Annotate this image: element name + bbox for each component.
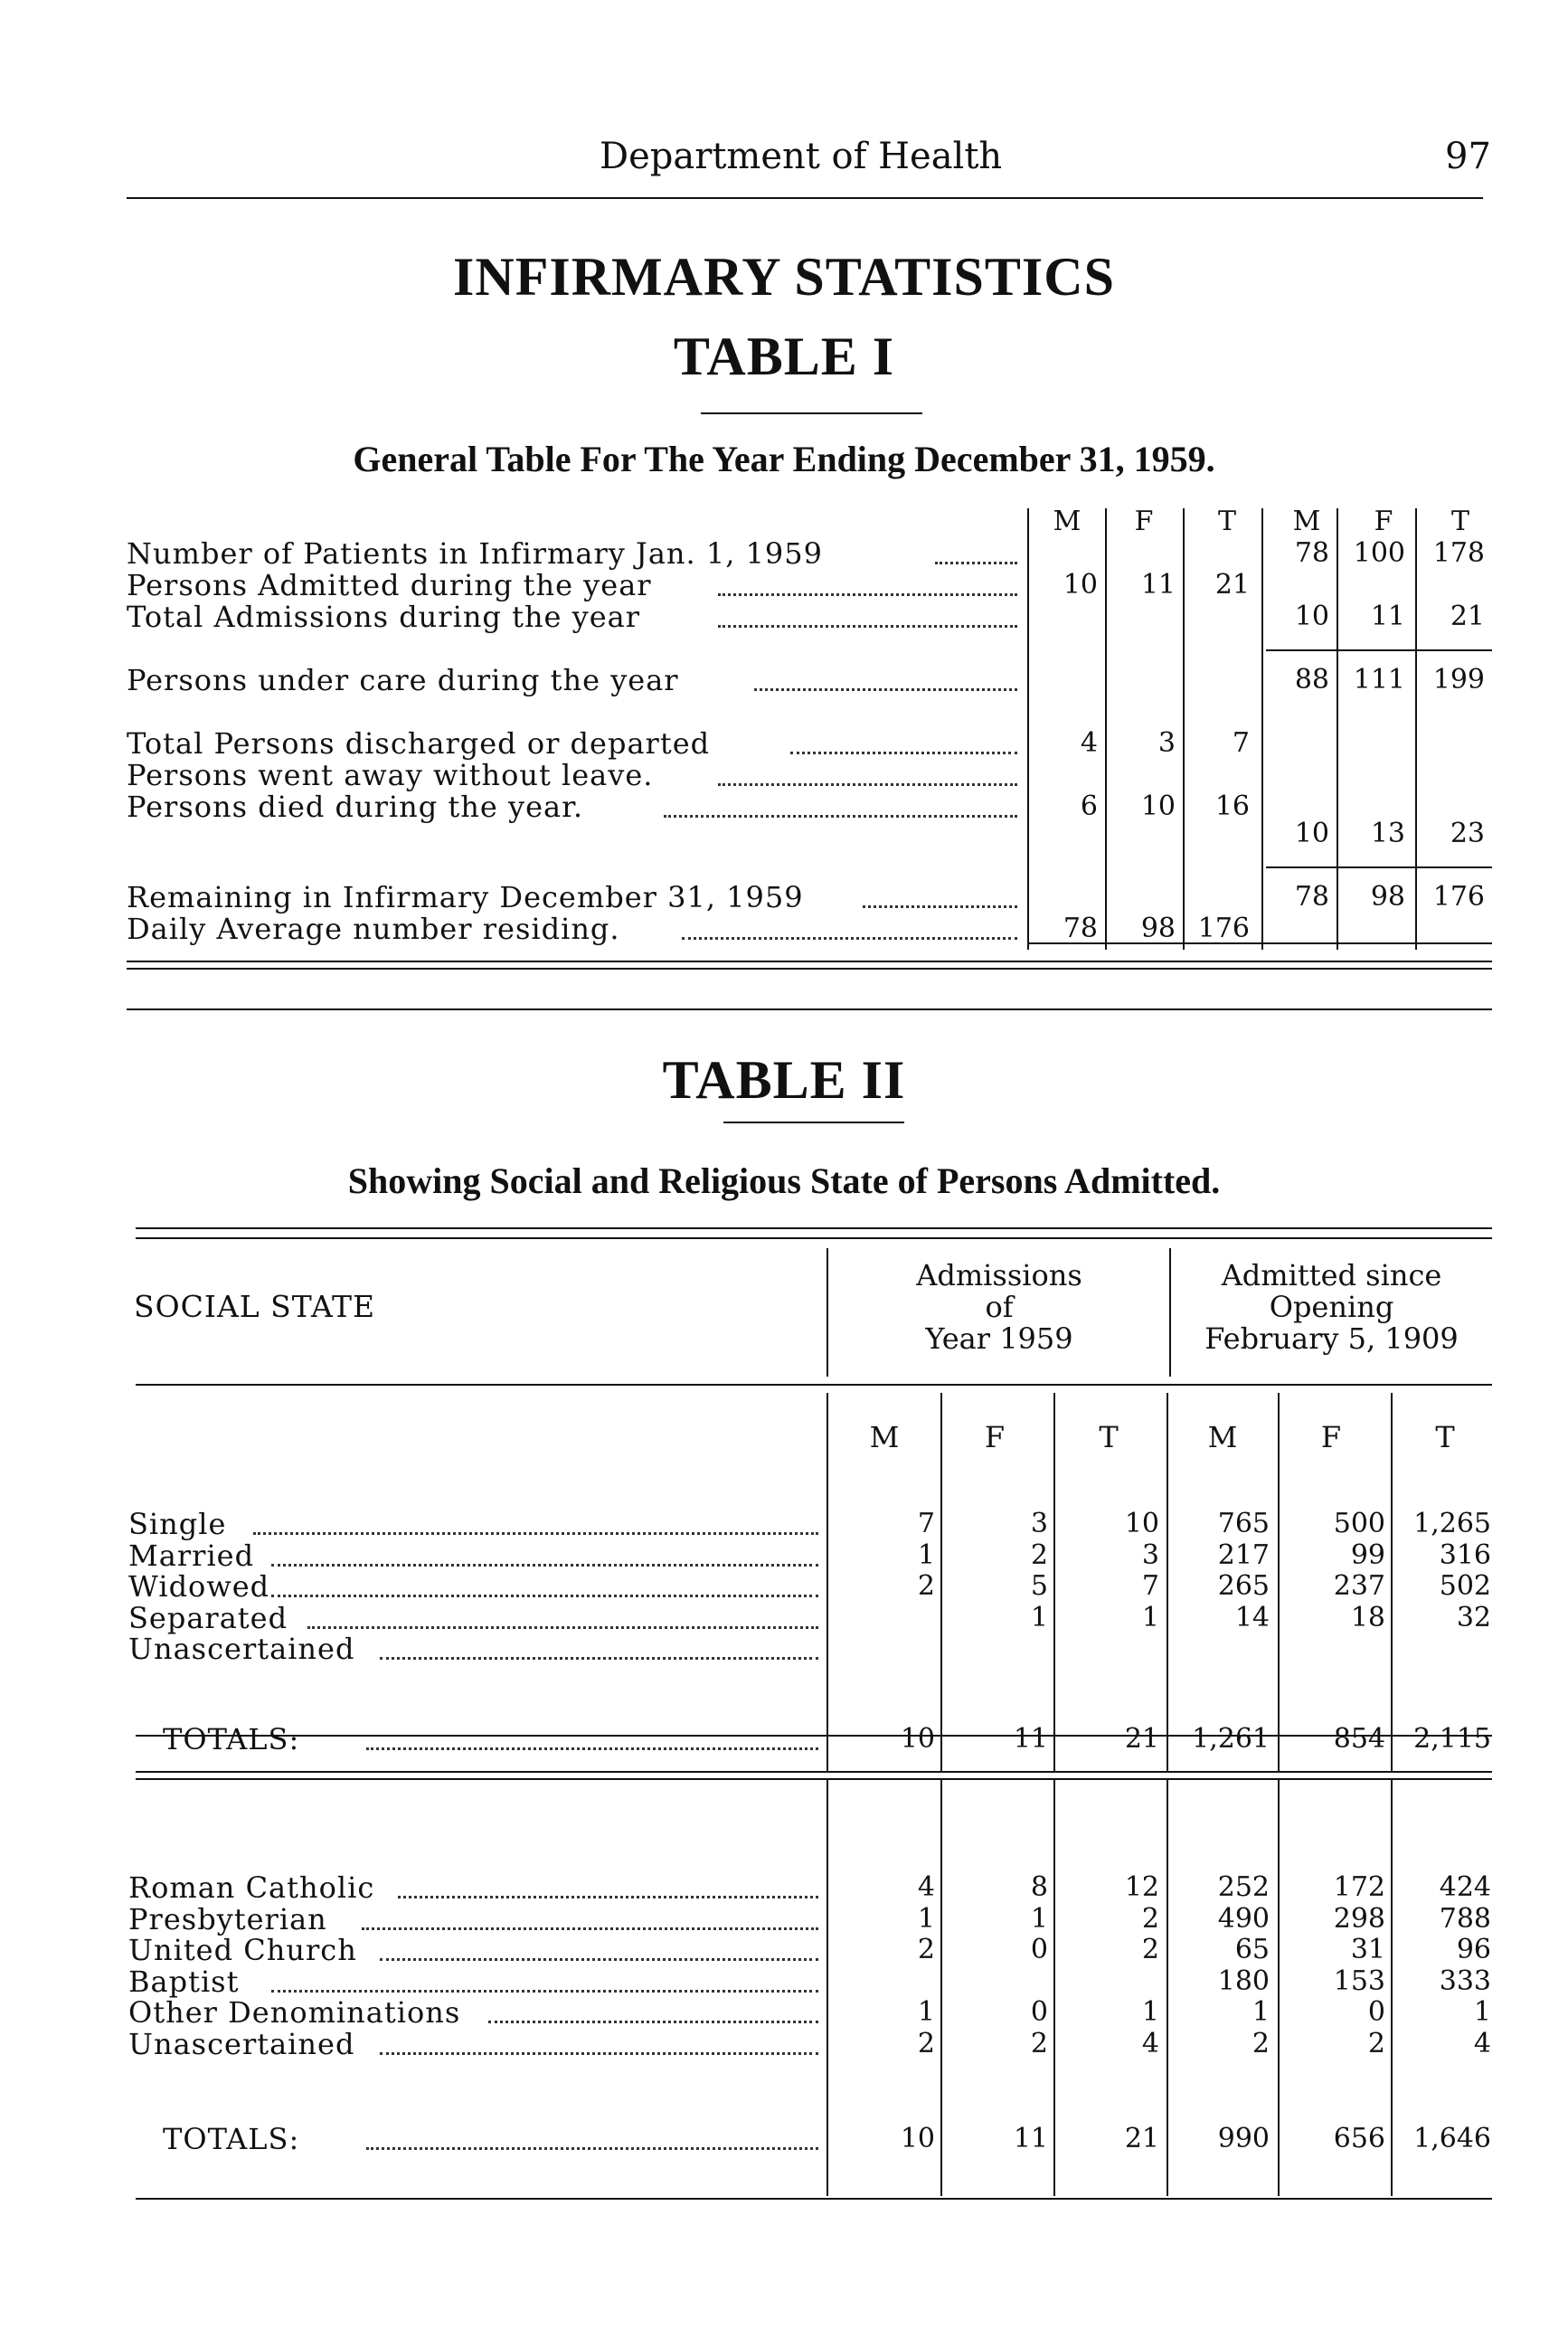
religious-total-cell: 11 [1013,2123,1048,2154]
table1-cell: 111 [1353,664,1405,696]
dot-leader [718,625,1017,628]
table1-cell: 78 [1294,881,1329,913]
table2-column-divider [1167,1780,1168,2196]
dot-leader [362,1927,818,1930]
table1-bottom-rule [127,961,1492,962]
social-row-label: Widowed [128,1569,270,1604]
social-cell: 32 [1456,1601,1491,1633]
table2-col-header: M [869,1420,900,1454]
religious-cell: 31 [1350,1934,1385,1965]
table1-row-label: Persons went away without leave. [127,758,654,792]
group2-header-line: Admitted since [1221,1258,1442,1292]
table1-cell: 78 [1294,537,1329,569]
table1-cell: 176 [1197,913,1250,944]
religious-cell: 2 [1141,1934,1159,1965]
religious-cell: 1 [1252,1996,1270,2028]
table2-column-divider [1278,1780,1280,2196]
header-rule [127,197,1483,199]
table1-cell: 13 [1370,818,1405,849]
table1-cell: 10 [1294,818,1329,849]
religious-cell: 4 [917,1871,935,1903]
social-totals-top-rule [136,1735,1492,1737]
religious-total-cell: 1,646 [1413,2123,1491,2154]
dot-leader [488,2021,818,2023]
table1-cell: 21 [1450,601,1485,632]
religious-row-label: Unascertained [128,2026,355,2061]
social-totals-bottom-rule [136,1771,1492,1773]
social-totals-label: TOTALS: [163,1722,300,1756]
social-row-label: Single [128,1507,227,1541]
table1-col-header: M [1292,506,1321,537]
social-cell: 765 [1217,1508,1270,1539]
social-cell: 2 [917,1570,935,1602]
table1-cell: 21 [1214,569,1250,601]
table2-col-header: F [984,1420,1006,1454]
religious-cell: 0 [1367,1996,1385,2028]
dot-leader [380,1657,818,1660]
religious-cell: 180 [1217,1965,1270,1997]
religious-total-cell: 656 [1333,2123,1385,2154]
table1-cell: 100 [1353,537,1405,569]
dot-leader [366,1747,818,1750]
dot-leader [935,562,1017,564]
religious-cell: 2 [1141,1902,1159,1935]
religious-total-cell: 990 [1217,2123,1270,2154]
social-total-cell: 21 [1124,1723,1159,1755]
social-total-cell: 11 [1013,1723,1048,1755]
table1-col-header: F [1374,506,1393,537]
religious-cell: 252 [1217,1871,1270,1903]
social-total-cell: 2,115 [1413,1723,1491,1755]
religious-cell: 12 [1124,1871,1159,1903]
religious-cell: 0 [1030,1996,1048,2028]
table1-row-label: Number of Patients in Infirmary Jan. 1, 1959 [127,536,823,571]
table2-column-divider [1053,1780,1055,2196]
table2-col-header: M [1207,1420,1238,1454]
religious-cell: 2 [1252,2027,1270,2059]
social-cell: 502 [1439,1570,1491,1602]
social-cell: 1,265 [1413,1508,1491,1539]
page-number: 97 [1445,136,1491,177]
table2-top-rule [136,1227,1492,1229]
group1-header-line: Year 1959 [925,1321,1073,1356]
social-total-cell: 1,261 [1192,1723,1270,1755]
religious-cell: 172 [1333,1871,1385,1903]
social-row-label: Separated [128,1600,288,1635]
dot-leader [398,1896,818,1898]
religious-cell: 2 [1367,2027,1385,2059]
dot-leader [754,688,1017,691]
social-row-label: Unascertained [128,1632,355,1666]
table2-column-divider [827,1780,828,2196]
religious-cell: 2 [1030,2027,1048,2059]
social-cell: 316 [1439,1538,1491,1571]
table1-cell: 23 [1450,818,1485,849]
dot-leader [366,2147,818,2150]
table2-column-divider [1167,1737,1168,1773]
table2-column-divider [827,1737,828,1773]
table2-column-divider [1278,1737,1280,1773]
dot-leader [307,1626,818,1629]
dot-leader [682,937,1017,940]
religious-total-cell: 10 [900,2123,935,2154]
religious-cell: 1 [1030,1902,1048,1935]
social-cell: 7 [917,1508,935,1539]
table1-cell: 6 [1080,791,1098,822]
social-cell: 2 [1030,1538,1048,1571]
table2-column-divider [1391,1780,1393,2196]
table2-column-divider [1391,1393,1393,1737]
table1-cell: 88 [1294,664,1329,696]
religious-cell: 788 [1439,1902,1491,1935]
header-bottom-rule [136,1384,1492,1386]
table2-column-divider [1391,1737,1393,1773]
dot-leader [718,783,1017,786]
table1-bottom-rule-2 [127,968,1492,970]
table1-cell: 199 [1432,664,1485,696]
dot-leader [790,752,1017,754]
table1-row-label: Persons Admitted during the year [127,568,652,602]
dot-leader [271,1564,818,1567]
dot-leader [718,593,1017,596]
religious-cell: 1 [917,1902,935,1935]
table2-column-divider [1278,1393,1280,1737]
table2-bottom-rule [136,2198,1492,2200]
religious-cell: 96 [1456,1934,1491,1965]
table1-cell: 16 [1214,791,1250,822]
table2-col-header: T [1435,1420,1455,1454]
religious-row-label: Baptist [128,1964,240,1999]
social-cell: 217 [1217,1538,1270,1571]
table1-cell: 3 [1157,727,1176,759]
table2-subtitle: Showing Social and Religious State of Persons Admitted. [347,1160,1221,1201]
social-total-cell: 10 [900,1723,935,1755]
table1-cell: 178 [1432,537,1485,569]
social-cell: 18 [1350,1601,1385,1633]
table1-row-label: Total Admissions during the year [127,600,641,634]
table1-col-header: M [1053,506,1082,537]
religious-cell: 4 [1141,2027,1159,2059]
table1-row-label: Total Persons discharged or departed [127,726,711,761]
dot-leader [863,905,1017,908]
dot-leader [271,1595,818,1597]
header-divider [1169,1248,1171,1377]
religious-cell: 153 [1333,1965,1385,1997]
table1-cell: 11 [1370,601,1405,632]
table1-col-header: T [1450,506,1469,537]
table2-column-divider [940,1780,942,2196]
social-cell: 500 [1333,1508,1385,1539]
main-title: INFIRMARY STATISTICS [453,247,1115,307]
group2-header-line: Opening [1269,1290,1394,1324]
table1-subtotal-rule [1266,866,1492,868]
table1-cell: 78 [1063,913,1098,944]
social-cell: 99 [1350,1538,1385,1571]
religious-cell: 1 [917,1996,935,2028]
religious-cell: 4 [1473,2027,1491,2059]
religious-cell: 2 [917,2027,935,2059]
table1-cell: 98 [1370,881,1405,913]
table2-column-divider [827,1393,828,1737]
social-totals-bottom-rule-2 [136,1778,1492,1780]
table1-cell: 10 [1063,569,1098,601]
group1-header-line: of [985,1290,1014,1324]
religious-row-label: Other Denominations [128,1995,461,2030]
religious-row-label: Roman Catholic [128,1870,375,1905]
table1-title: TABLE I [673,327,895,386]
table1-cell: 11 [1140,569,1176,601]
social-row-label: Married [128,1538,255,1573]
running-header-title: Department of Health [600,136,1003,177]
table2-column-divider [1053,1737,1055,1773]
social-cell: 265 [1217,1570,1270,1602]
dot-leader [253,1532,818,1535]
social-cell: 7 [1141,1570,1159,1602]
table1-col-header: T [1217,506,1236,537]
table1-cell: 98 [1140,913,1176,944]
social-cell: 3 [1030,1508,1048,1539]
table1-row-label: Persons died during the year. [127,790,584,824]
dot-leader [380,1958,818,1961]
table1-cell: 7 [1232,727,1250,759]
social-total-cell: 854 [1333,1723,1385,1755]
religious-cell: 0 [1030,1934,1048,1965]
group2-header-line: February 5, 1909 [1204,1321,1459,1356]
social-cell: 1 [1030,1601,1048,1633]
table2-title: TABLE II [662,1050,906,1110]
title-short-rule [701,412,922,414]
group1-header-line: Admissions [916,1258,1082,1292]
table1-row-label: Daily Average number residing. [127,912,620,946]
religious-cell: 1 [1141,1996,1159,2028]
section-divider-rule [127,1008,1492,1010]
religious-row-label: United Church [128,1933,357,1967]
religious-cell: 2 [917,1934,935,1965]
social-cell: 5 [1030,1570,1048,1602]
table1-col-header: F [1134,506,1154,537]
table2-column-divider [940,1737,942,1773]
dot-leader [380,2052,818,2055]
social-state-header: SOCIAL STATE [134,1289,376,1324]
table1-cell: 10 [1294,601,1329,632]
social-cell: 10 [1124,1508,1159,1539]
table2-col-header: T [1099,1420,1119,1454]
table1-subtitle: General Table For The Year Ending December 31, 1959. [353,439,1215,479]
table1-cell: 4 [1080,727,1098,759]
dot-leader [271,1990,818,1993]
social-cell: 237 [1333,1570,1385,1602]
table1-cell: 10 [1140,791,1176,822]
table2-column-divider [940,1393,942,1737]
social-cell: 14 [1234,1601,1270,1633]
religious-cell: 424 [1439,1871,1491,1903]
table2-col-header: F [1320,1420,1342,1454]
religious-cell: 1 [1473,1996,1491,2028]
social-cell: 1 [917,1538,935,1571]
table2-title-rule [723,1122,904,1123]
table2-top-rule-2 [136,1237,1492,1239]
religious-cell: 490 [1217,1902,1270,1935]
table1-row-label: Persons under care during the year [127,663,679,697]
header-divider [827,1248,828,1377]
dot-leader [664,815,1017,818]
social-cell: 3 [1141,1538,1159,1571]
religious-total-cell: 21 [1124,2123,1159,2154]
religious-cell: 8 [1030,1871,1048,1903]
religious-cell: 333 [1439,1965,1491,1997]
religious-row-label: Presbyterian [128,1901,327,1936]
religious-totals-label: TOTALS: [163,2122,300,2156]
table1-row-label: Remaining in Infirmary December 31, 1959 [127,880,804,914]
religious-cell: 298 [1333,1902,1385,1935]
table1-cell: 176 [1432,881,1485,913]
religious-cell: 65 [1234,1934,1270,1965]
social-cell: 1 [1141,1601,1159,1633]
table2-column-divider [1167,1393,1168,1737]
table1-subtotal-rule [1266,649,1492,651]
table2-column-divider [1053,1393,1055,1737]
